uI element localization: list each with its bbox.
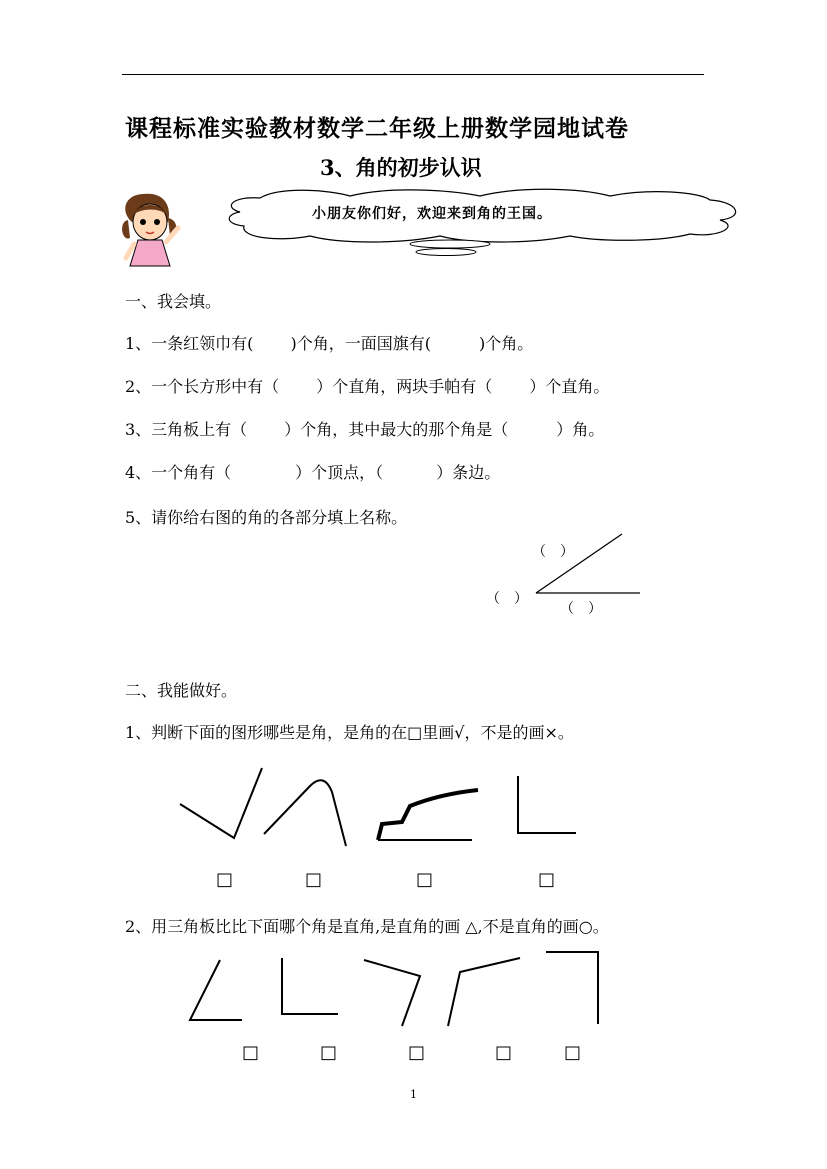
section2-question-1: 1、判断下面的图形哪些是角，是角的在□里画√，不是的画×。 xyxy=(125,723,574,742)
section2-heading: 二、我能做好。 xyxy=(125,681,238,700)
section1-question-5: 5、请你给右图的角的各部分填上名称。 xyxy=(125,508,408,527)
section1-question-1: 1、一条红领巾有( )个角，一面国旗有( )个角。 xyxy=(125,334,534,353)
answer-box-2-2[interactable]: □ xyxy=(320,1042,338,1063)
page-title: 课程标准实验教材数学二年级上册数学园地试卷 xyxy=(125,115,629,142)
header-rule xyxy=(122,74,704,75)
section1-question-4: 4、一个角有（ ）个顶点，（ ）条边。 xyxy=(125,463,501,482)
page-number: 1 xyxy=(410,1088,417,1101)
answer-box-1-3[interactable]: □ xyxy=(416,869,434,890)
girl-illustration xyxy=(120,192,190,270)
answer-box-2-1[interactable]: □ xyxy=(242,1042,260,1063)
figure-angle-a xyxy=(190,960,242,1020)
figure-angle-4 xyxy=(518,776,576,833)
figure-angle-1 xyxy=(180,768,262,838)
section1-question-2: 2、一个长方形中有（ ）个直角，两块手帕有（ ）个直角。 xyxy=(125,377,610,396)
section1-heading: 一、我会填。 xyxy=(125,292,222,311)
angle-base-label: （ ） xyxy=(560,601,602,617)
shapes-row-1 xyxy=(170,762,590,852)
figure-angle-c xyxy=(364,960,420,1026)
shapes-row-2 xyxy=(180,948,610,1030)
answer-box-2-4[interactable]: □ xyxy=(495,1042,513,1063)
figure-curve-2 xyxy=(264,780,346,846)
figure-angle-d xyxy=(448,958,520,1026)
answer-box-1-2[interactable]: □ xyxy=(305,869,323,890)
answer-box-2-3[interactable]: □ xyxy=(408,1042,426,1063)
speech-cloud-text: 小朋友你们好，欢迎来到角的王国。 xyxy=(312,206,552,222)
figure-step-3 xyxy=(378,790,478,840)
page-subtitle: 3、角的初步认识 xyxy=(320,155,482,180)
figure-angle-b xyxy=(282,958,338,1014)
angle-vertex-label: （ ） xyxy=(486,591,528,607)
section2-question-2: 2、用三角板比比下面哪个角是直角,是直角的画 △,不是直角的画○。 xyxy=(125,917,609,936)
figure-angle-e xyxy=(546,952,598,1024)
angle-side-label: （ ） xyxy=(532,544,574,560)
answer-box-2-5[interactable]: □ xyxy=(564,1042,582,1063)
answer-box-1-4[interactable]: □ xyxy=(538,869,556,890)
answer-box-1-1[interactable]: □ xyxy=(216,869,234,890)
section1-question-3: 3、三角板上有（ ）个角，其中最大的那个角是（ ）角。 xyxy=(125,420,605,439)
